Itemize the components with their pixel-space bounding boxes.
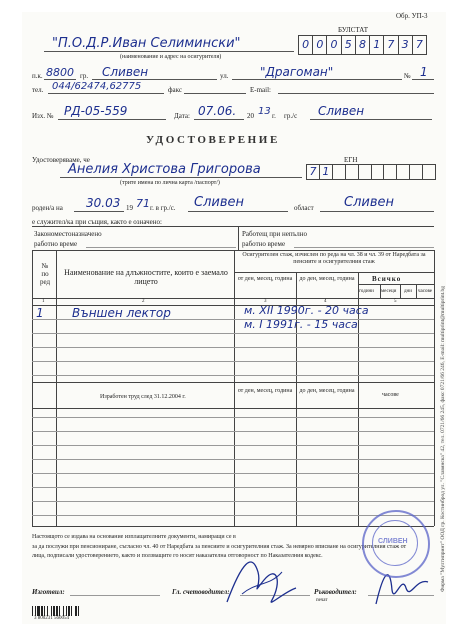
barcode-bar: [75, 606, 77, 616]
part-label: Работещ при непълно: [242, 230, 307, 238]
footer-text-1: Настоящото се издава на основание изплащателните документи, намиращи се в: [32, 534, 236, 540]
phone-label: тел.: [32, 86, 44, 94]
bulstat-digit: 0: [299, 36, 313, 54]
col-no-header: № по ред: [39, 262, 51, 286]
hours-caption: часове: [382, 392, 399, 398]
born-label: роден/а на: [32, 204, 63, 212]
form-code: Обр. УП-3: [396, 12, 428, 20]
egn-label: ЕГН: [344, 156, 358, 164]
bulstat-digit: 0: [327, 36, 341, 54]
bulstat-digit: 5: [342, 36, 356, 54]
barcode-bar: [68, 606, 70, 616]
certify-label: Удостоверяваме, че: [32, 156, 90, 164]
sub-from-header: от ден, месец, година: [237, 276, 293, 282]
table-rule: [32, 501, 434, 502]
table-rule: [32, 431, 434, 432]
column-number: 4: [324, 299, 327, 304]
head-label: Ръководител:: [314, 588, 357, 596]
email-label: E-mail:: [250, 86, 271, 94]
column-number: 2: [142, 299, 145, 304]
egn-digit: [423, 165, 435, 179]
row-1-position: Външен лектор: [72, 306, 171, 320]
worked-to-caption: до ден, месец, година: [299, 388, 355, 394]
page-title: УДОСТОВЕРЕНИЕ: [146, 134, 280, 146]
column-number: 3: [264, 299, 267, 304]
worked-from-caption: от ден, месец, година: [237, 388, 293, 394]
barcode-bar: [63, 606, 64, 616]
table-rule: [32, 375, 434, 376]
stamp-city: СЛИВЕН: [378, 538, 408, 545]
barcode-bar: [35, 606, 36, 616]
prepared-label: Изготвил:: [32, 588, 65, 596]
born-value: 30.03: [86, 196, 121, 210]
stamp-caption: печат: [316, 598, 328, 603]
sub-total-header: Всичко: [372, 275, 402, 283]
region-value: Сливен: [344, 195, 394, 210]
egn-digit: [359, 165, 372, 179]
city-value: Сливен: [102, 65, 149, 79]
year-prefix: 20: [247, 112, 254, 120]
barcode-bar: [71, 606, 72, 616]
table-rule: [32, 417, 434, 418]
employed-line: е служител/ка при същия, както е означено:: [32, 218, 162, 226]
barcode-bar: [32, 606, 33, 616]
sub-years-header: години: [359, 289, 374, 294]
date-value: 07.06.: [198, 104, 237, 118]
barcode-bar: [78, 606, 79, 616]
table-rule: [32, 487, 434, 488]
insurer-caption: (наименование и адрес на осигурителя): [120, 54, 222, 60]
certificate-sheet: [22, 12, 446, 624]
barcode-bar: [51, 606, 52, 616]
accountant-signature: [222, 542, 302, 612]
bulstat-digit: 3: [399, 36, 413, 54]
barcode-bar: [44, 606, 45, 616]
footer-text-3: лица, подписали удостоверението, както и ползващите го носят наказателна отговорност по Наказателния кодекс.: [32, 553, 323, 559]
year-value: 13: [258, 106, 271, 117]
fax-label: факс: [168, 86, 182, 94]
column-number: 1: [42, 299, 45, 304]
name-caption: (трите имена по лична карта /паспорт/): [120, 180, 220, 186]
table-rule: [32, 473, 434, 474]
bulstat-digit: 0: [313, 36, 327, 54]
egn-digit: 1: [320, 165, 333, 179]
egn-digit: [372, 165, 385, 179]
row-1-period: м. XII 1990г. - 20 часа: [244, 304, 369, 317]
bulstat-digit: 7: [415, 38, 423, 51]
barcode: [32, 606, 122, 616]
official-stamp: [362, 510, 430, 578]
bulstat-digit: 1: [370, 36, 384, 54]
insurer-name: "П.О.Д.Р.Иван Селимински": [52, 36, 241, 51]
born-year-prefix: 19: [126, 204, 133, 212]
table-rule: [32, 445, 434, 446]
table-rule: [32, 408, 434, 409]
barcode-bar: [53, 606, 55, 616]
sub-months-header: месеци: [381, 289, 397, 294]
ref-label: Изх. №: [32, 112, 54, 120]
egn-digit: [410, 165, 423, 179]
street-value: "Драгоман": [260, 65, 334, 79]
city-label: гр.: [80, 72, 89, 80]
pk-value: 8800: [46, 66, 74, 79]
phone-value: 044/62474,62775: [52, 81, 142, 92]
printer-side-text: Фирма "Мултипринт" ООД гр. Костинброд ул. "Славянска" 42, тел. 0721/66 245, факс 0721/66 246, E-mail: multiprint@multiprint.bg: [440, 285, 446, 592]
born-in-label: г. в гр./с.: [150, 204, 176, 212]
born-year-value: 71: [136, 197, 150, 210]
part-time-label: работно време: [242, 240, 286, 248]
number-value: 1: [420, 65, 428, 79]
row-1-no: 1: [36, 306, 44, 320]
sub-to-header: до ден, месец, година: [299, 276, 355, 282]
accountant-label: Гл. счетоводител:: [172, 588, 230, 596]
sub-days-header: дни: [404, 289, 412, 294]
egn-digit: [346, 165, 359, 179]
footer-text-2: за да послужи при пенсиониране, съгласно чл. 40 от Наредбата за пенсиите и осигурителния стаж. За невярно вписване на осигурителния стаж от: [32, 544, 407, 550]
born-city: Сливен: [194, 195, 244, 210]
bulstat-digit: 8: [356, 36, 370, 54]
egn-digit: [384, 165, 397, 179]
barcode-bar: [56, 606, 58, 616]
egn-digit: [397, 165, 410, 179]
table-rule: [32, 459, 434, 460]
pk-label: п.к.: [32, 72, 43, 80]
egn-digit: 7: [307, 165, 320, 179]
number-label: №: [404, 72, 411, 80]
sub-hours-header: часове: [418, 289, 433, 294]
year-suffix: г.: [272, 112, 276, 120]
egn-box: [306, 164, 436, 180]
barcode-bar: [66, 606, 67, 616]
ref-value: РД-05-559: [64, 104, 128, 118]
barcode-number: 3 800231 560054: [34, 616, 69, 621]
table-rule: [32, 347, 434, 348]
worked-after-label: Изработен труд след 31.12.2004 г.: [100, 394, 186, 400]
person-name: Анелия Христова Григорова: [68, 162, 261, 177]
doc-city-value: Сливен: [318, 104, 365, 118]
table-rule: [32, 382, 434, 383]
table-rule: [32, 333, 434, 334]
date-label: Дата:: [174, 112, 190, 120]
table-rule: [32, 515, 434, 516]
hired-label: Закономестоназначено: [34, 230, 102, 238]
column-number: 5: [394, 299, 397, 304]
table-rule: [32, 361, 434, 362]
bulstat-box: [298, 35, 427, 55]
bulstat-label: БУЛСТАТ: [338, 26, 368, 34]
region-label: област: [294, 204, 314, 212]
col-experience-header: Осигурителен стаж, изчислен по реда на чл. 38 и чл. 39 от Наредбата за пенсиите и осигурителния стаж: [242, 252, 426, 265]
bulstat-digit: 7: [384, 36, 398, 54]
barcode-bar: [47, 606, 48, 616]
doc-city-label: гр./с: [284, 112, 298, 120]
row-2-period: м. I 1991г. - 15 часа: [244, 318, 358, 331]
time-label: работно време: [34, 240, 78, 248]
barcode-bar: [37, 606, 40, 616]
street-label: ул.: [220, 72, 229, 80]
egn-digit: [333, 165, 346, 179]
barcode-bar: [59, 606, 60, 616]
col-name-header: Наименование на длъжностите, които е заемало лицето: [64, 268, 228, 286]
barcode-bar: [41, 606, 43, 616]
